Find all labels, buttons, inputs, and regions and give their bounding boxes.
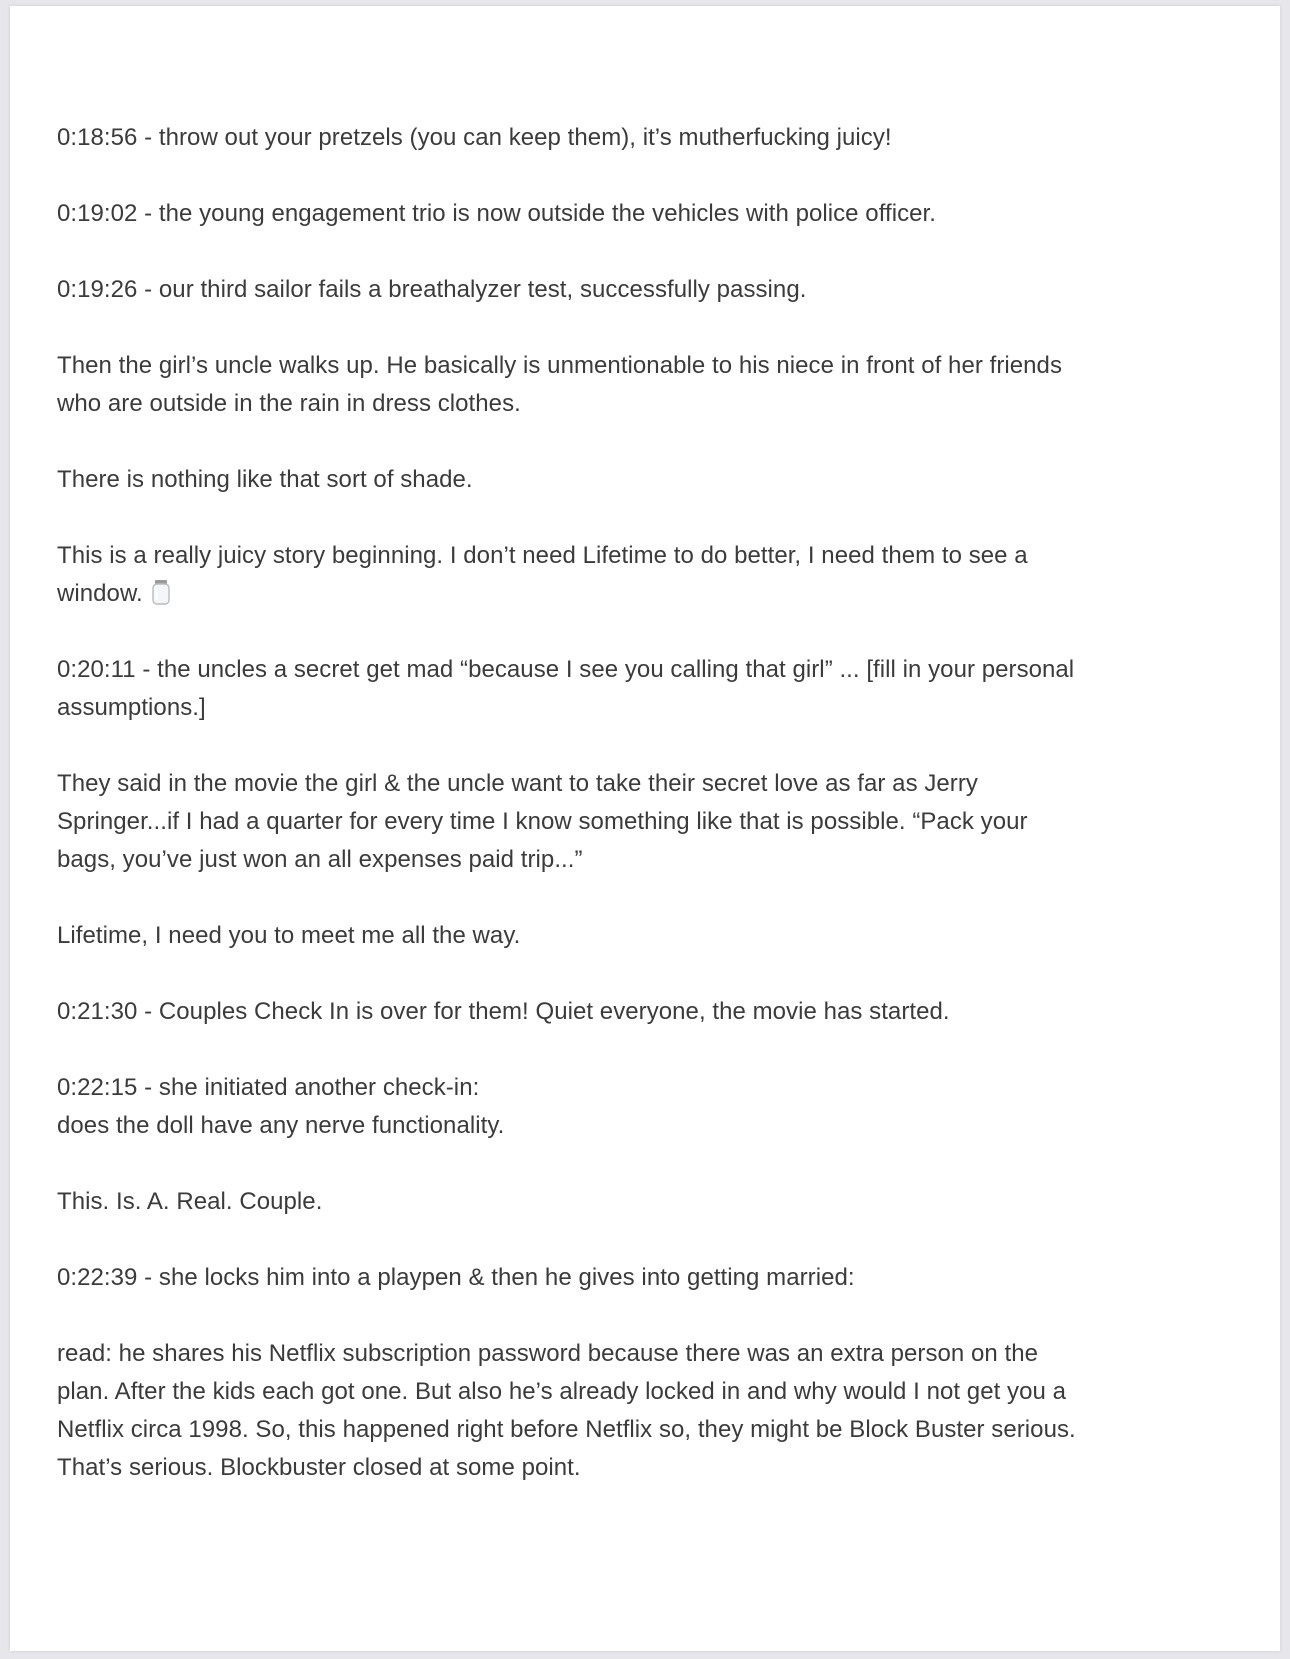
note-body (57, 119, 1257, 1525)
note-line: Springer...if I had a quarter for every time I know something like that is possible. “Pack your (57, 808, 1028, 835)
note-paragraph (57, 1259, 1257, 1297)
note-line: 0:20:11 - the uncles a secret get mad “because I see you calling that girl” ... [fill in your personal (57, 656, 1075, 683)
note-paragraph (57, 119, 1257, 157)
note-line: window. (57, 580, 143, 607)
note-paragraph (57, 1183, 1257, 1221)
note-line: They said in the movie the girl & the uncle want to take their secret love as far as Jerry (57, 770, 978, 797)
note-paragraph (57, 917, 1257, 955)
note-paragraph (57, 347, 1257, 423)
note-line: read: he shares his Netflix subscription password because there was an extra person on the (57, 1340, 1039, 1367)
note-line: plan. After the kids each got one. But also he’s already locked in and why would I not get you a (57, 1378, 1067, 1405)
note-paragraph (57, 651, 1257, 727)
note-paragraph (57, 1069, 1257, 1145)
note-line: bags, you’ve just won an all expenses paid trip...” (57, 846, 583, 873)
note-line: 0:22:15 - she initiated another check-in: (57, 1074, 480, 1101)
note-line: does the doll have any nerve functionality. (57, 1112, 505, 1139)
note-line: Lifetime, I need you to meet me all the way. (57, 922, 521, 949)
mason-jar-icon (151, 579, 171, 605)
note-paragraph (57, 195, 1257, 233)
note-paragraph (57, 461, 1257, 499)
note-paragraph (57, 993, 1257, 1031)
note-line: 0:19:26 - our third sailor fails a breathalyzer test, successfully passing. (57, 276, 807, 303)
note-line: Netflix circa 1998. So, this happened right before Netflix so, they might be Block Buster serious. (57, 1416, 1076, 1443)
note-line: 0:18:56 - throw out your pretzels (you can keep them), it’s mutherfucking juicy! (57, 124, 892, 151)
note-page (10, 6, 1280, 1651)
note-line: 0:19:02 - the young engagement trio is now outside the vehicles with police officer. (57, 200, 936, 227)
note-paragraph (57, 271, 1257, 309)
note-paragraph (57, 765, 1257, 879)
note-line: 0:22:39 - she locks him into a playpen & then he gives into getting married: (57, 1264, 855, 1291)
note-line: 0:21:30 - Couples Check In is over for them! Quiet everyone, the movie has started. (57, 998, 950, 1025)
note-line: This is a really juicy story beginning. I don’t need Lifetime to do better, I need them to see a (57, 542, 1028, 569)
note-line: Then the girl’s uncle walks up. He basically is unmentionable to his niece in front of her friends (57, 352, 1062, 379)
note-paragraph (57, 537, 1257, 613)
note-line: There is nothing like that sort of shade. (57, 466, 473, 493)
note-line: who are outside in the rain in dress clothes. (57, 390, 521, 417)
note-line: This. Is. A. Real. Couple. (57, 1188, 323, 1215)
note-line: That’s serious. Blockbuster closed at some point. (57, 1454, 581, 1481)
note-line: assumptions.] (57, 694, 206, 721)
note-paragraph (57, 1335, 1257, 1487)
